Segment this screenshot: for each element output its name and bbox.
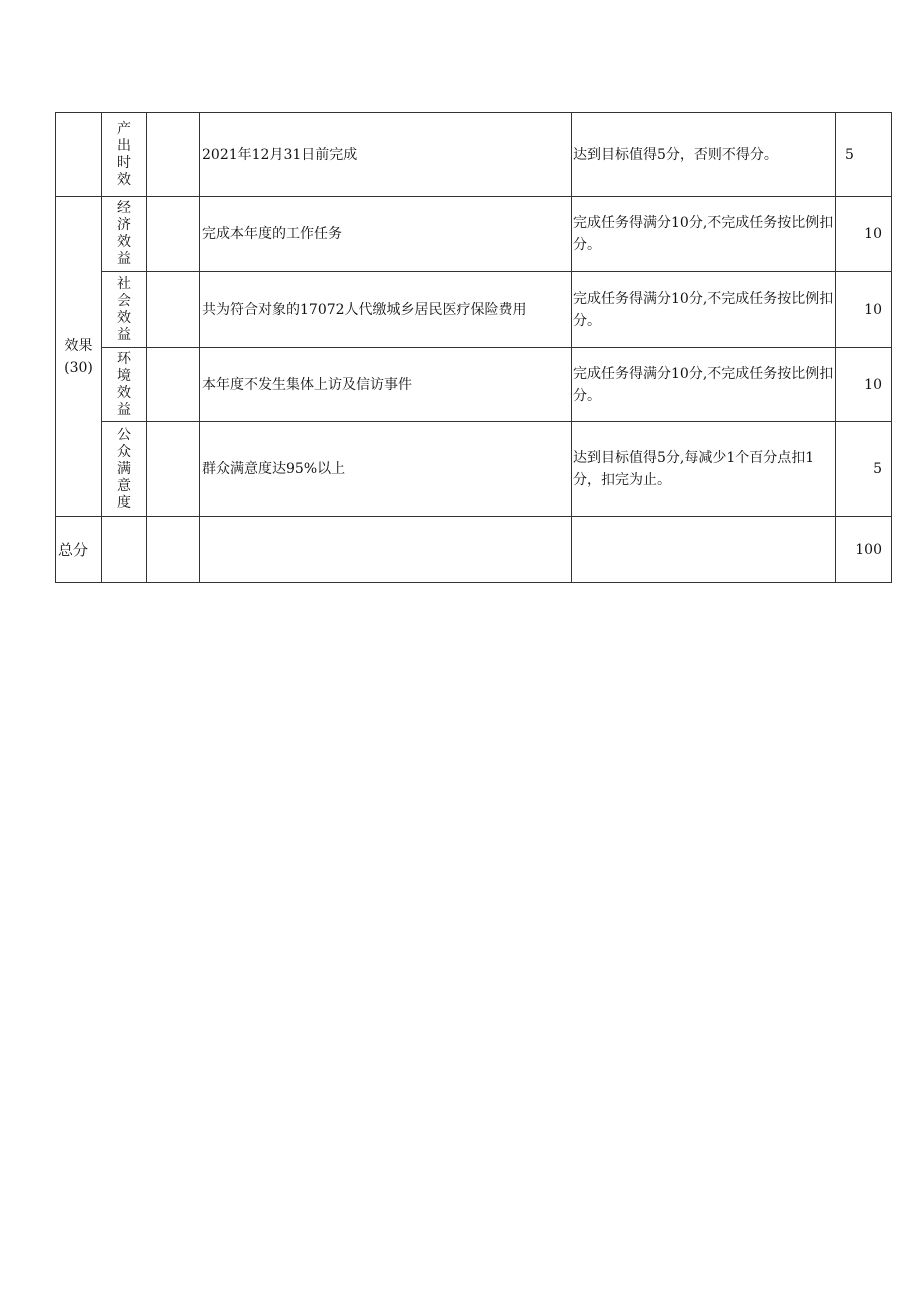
- subcategory-char: 益: [117, 251, 131, 267]
- indicator-cell-satisfaction: 群众满意度达95%以上: [200, 422, 572, 517]
- total-label-cell: 总分: [56, 517, 102, 583]
- subcategory-cell-timeliness: [102, 113, 147, 197]
- subcategory-char: 产: [117, 120, 131, 137]
- table-row-economic: [56, 197, 892, 272]
- score-cell-environment: 10: [836, 348, 892, 422]
- subcategory-char: 众: [117, 443, 131, 460]
- subcategory-char: 益: [117, 326, 131, 343]
- total-score-cell: 100: [836, 517, 892, 583]
- blank-cell: [572, 517, 836, 583]
- subcategory-char: 满: [117, 460, 131, 477]
- subcategory-char: 济: [117, 217, 131, 233]
- criteria-cell-environment: 完成任务得满分10分,不完成任务按比例扣分。: [572, 348, 836, 422]
- category-cell-effect: [56, 197, 102, 517]
- subcategory-char: 会: [117, 292, 131, 309]
- subcategory-char: 益: [117, 401, 131, 418]
- score-cell-economic: 10: [836, 197, 892, 272]
- table-row-satisfaction: [56, 422, 892, 517]
- subcategory-char: 效: [117, 384, 131, 401]
- category-cell-empty: [56, 113, 102, 197]
- table-row-timeliness: [56, 113, 892, 197]
- category-label-effect: 效果: [64, 337, 93, 354]
- subcategory-char: 意: [117, 477, 131, 494]
- subcategory-char: 出: [117, 137, 131, 154]
- subcategory-char: 时: [117, 154, 131, 171]
- criteria-cell-economic: 完成任务得满分10分,不完成任务按比例扣分。: [572, 197, 836, 272]
- subcategory-char: 度: [117, 494, 131, 511]
- blank-cell: [102, 517, 147, 583]
- indicator-cell-economic: 完成本年度的工作任务: [200, 197, 572, 272]
- subcategory-char: 环: [117, 350, 131, 367]
- subcategory-char: 效: [117, 309, 131, 326]
- indicator-cell-timeliness: 2021年12月31日前完成: [200, 113, 572, 197]
- subcategory-char: 效: [117, 234, 131, 250]
- criteria-cell-satisfaction: 达到目标值得5分,每减少1个百分点扣1分，扣完为止。: [572, 422, 836, 517]
- table-row-total: [56, 517, 892, 583]
- category-weight-effect: (30): [64, 359, 93, 376]
- score-cell-social: 10: [836, 272, 892, 348]
- subcategory-char: 经: [117, 200, 131, 216]
- blank-cell: [147, 348, 200, 422]
- subcategory-char: 效: [117, 171, 131, 188]
- subcategory-cell-social: [102, 272, 147, 348]
- blank-cell: [147, 422, 200, 517]
- score-cell-timeliness: 5: [836, 113, 892, 197]
- table-row-social: [56, 272, 892, 348]
- criteria-cell-social: 完成任务得满分10分,不完成任务按比例扣分。: [572, 272, 836, 348]
- subcategory-cell-economic: [102, 197, 147, 272]
- blank-cell: [147, 517, 200, 583]
- criteria-cell-timeliness: 达到目标值得5分，否则不得分。: [572, 113, 836, 197]
- score-cell-satisfaction: 5: [836, 422, 892, 517]
- subcategory-char: 社: [117, 275, 131, 292]
- indicator-cell-social: 共为符合对象的17072人代缴城乡居民医疗保险费用: [200, 272, 572, 348]
- blank-cell: [147, 272, 200, 348]
- indicator-cell-environment: 本年度不发生集体上访及信访事件: [200, 348, 572, 422]
- table-row-environment: [56, 348, 892, 422]
- subcategory-cell-satisfaction: [102, 422, 147, 517]
- subcategory-cell-environment: [102, 348, 147, 422]
- subcategory-char: 境: [117, 367, 131, 384]
- performance-score-table: [55, 112, 892, 583]
- subcategory-char: 公: [117, 426, 131, 443]
- blank-cell: [147, 197, 200, 272]
- blank-cell: [147, 113, 200, 197]
- blank-cell: [200, 517, 572, 583]
